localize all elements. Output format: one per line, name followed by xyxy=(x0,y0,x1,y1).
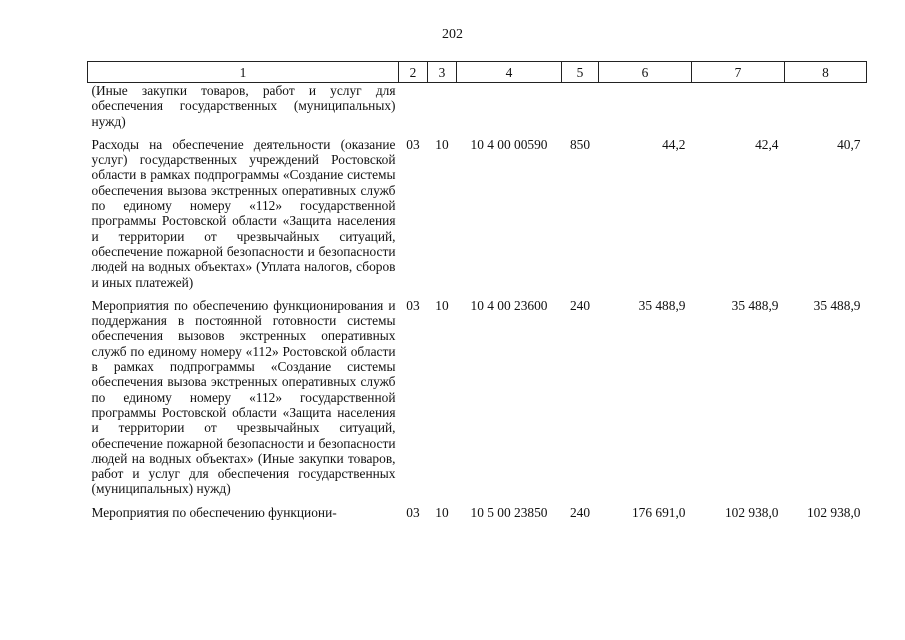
row-target-article: 10 5 00 23850 xyxy=(470,504,548,520)
row-section xyxy=(399,83,428,129)
row-amount-1: 44,2 xyxy=(662,136,686,152)
header-col-6: 6 xyxy=(599,62,692,83)
row-amount-3: 35 488,9 xyxy=(813,297,861,313)
header-col-8: 8 xyxy=(785,62,867,83)
row-expense-type: 240 xyxy=(569,297,591,313)
row-description: Расходы на обеспечение деятельности (оказание услуг) государственных учреждений Ростовской области в рамках подпрограммы «Создание системы обеспечения вызова экстренных оперативных служб по единому номеру «112» государственной программы Ростовской области «Защита населения и территории от чрезвычайных ситуаций, обеспечение пожарной безопасности и безопасности людей на водных объектах» (Уплата налогов, сборов и иных платежей) xyxy=(91,136,396,290)
row-subsection: 10 xyxy=(435,136,449,152)
row-section: 03 xyxy=(406,136,420,152)
header-row xyxy=(88,62,867,83)
row-subsection: 10 xyxy=(435,297,449,313)
table-row xyxy=(88,137,867,290)
row-section: 03 xyxy=(406,297,420,313)
row-amount-1: 176 691,0 xyxy=(631,504,686,520)
row-amount-3 xyxy=(785,83,867,129)
row-target-article: 10 4 00 00590 xyxy=(470,136,548,152)
budget-table xyxy=(87,61,867,520)
row-amount-2 xyxy=(692,83,785,129)
row-amount-3: 102 938,0 xyxy=(806,504,861,520)
row-description: Мероприятия по обеспечению функциони- xyxy=(91,504,337,520)
row-amount-2: 42,4 xyxy=(755,136,779,152)
row-target-article xyxy=(457,83,562,129)
header-col-5: 5 xyxy=(562,62,599,83)
header-col-4: 4 xyxy=(457,62,562,83)
header-col-1: 1 xyxy=(88,62,399,83)
row-description: (Иные закупки товаров, работ и услуг для обеспечения государственных (муниципальных) нужд) xyxy=(91,83,396,129)
table-row xyxy=(88,505,867,520)
row-subsection xyxy=(428,83,457,129)
row-amount-2: 35 488,9 xyxy=(731,297,779,313)
row-amount-1 xyxy=(599,83,692,129)
table-row xyxy=(88,83,867,129)
row-expense-type xyxy=(562,83,599,129)
header-col-2: 2 xyxy=(399,62,428,83)
header-col-3: 3 xyxy=(428,62,457,83)
table-row xyxy=(88,298,867,497)
row-amount-1: 35 488,9 xyxy=(638,297,686,313)
page-number: 202 xyxy=(442,27,463,42)
row-description: Мероприятия по обеспечению функционирования и поддержания в постоянной готовности системы обеспечения вызовов экстренных оперативных служб по единому номеру «112» Ростовской области в рамках подпрограммы «Создание системы обеспечения вызова экстренных оперативных служб по единому номеру «112» государственной программы Ростовской области «Защита населения и территории от чрезвычайных ситуаций, обеспечение пожарной безопасности и безопасности людей на водных объектах» (Иные закупки товаров, работ и услуг для обеспечения государственных (муниципальных) нужд) xyxy=(91,297,396,497)
row-amount-2: 102 938,0 xyxy=(724,504,779,520)
header-col-7: 7 xyxy=(692,62,785,83)
row-amount-3: 40,7 xyxy=(837,136,861,152)
row-expense-type: 240 xyxy=(569,504,591,520)
row-target-article: 10 4 00 23600 xyxy=(470,297,548,313)
row-section: 03 xyxy=(406,504,420,520)
row-expense-type: 850 xyxy=(569,136,591,152)
row-subsection: 10 xyxy=(435,504,449,520)
